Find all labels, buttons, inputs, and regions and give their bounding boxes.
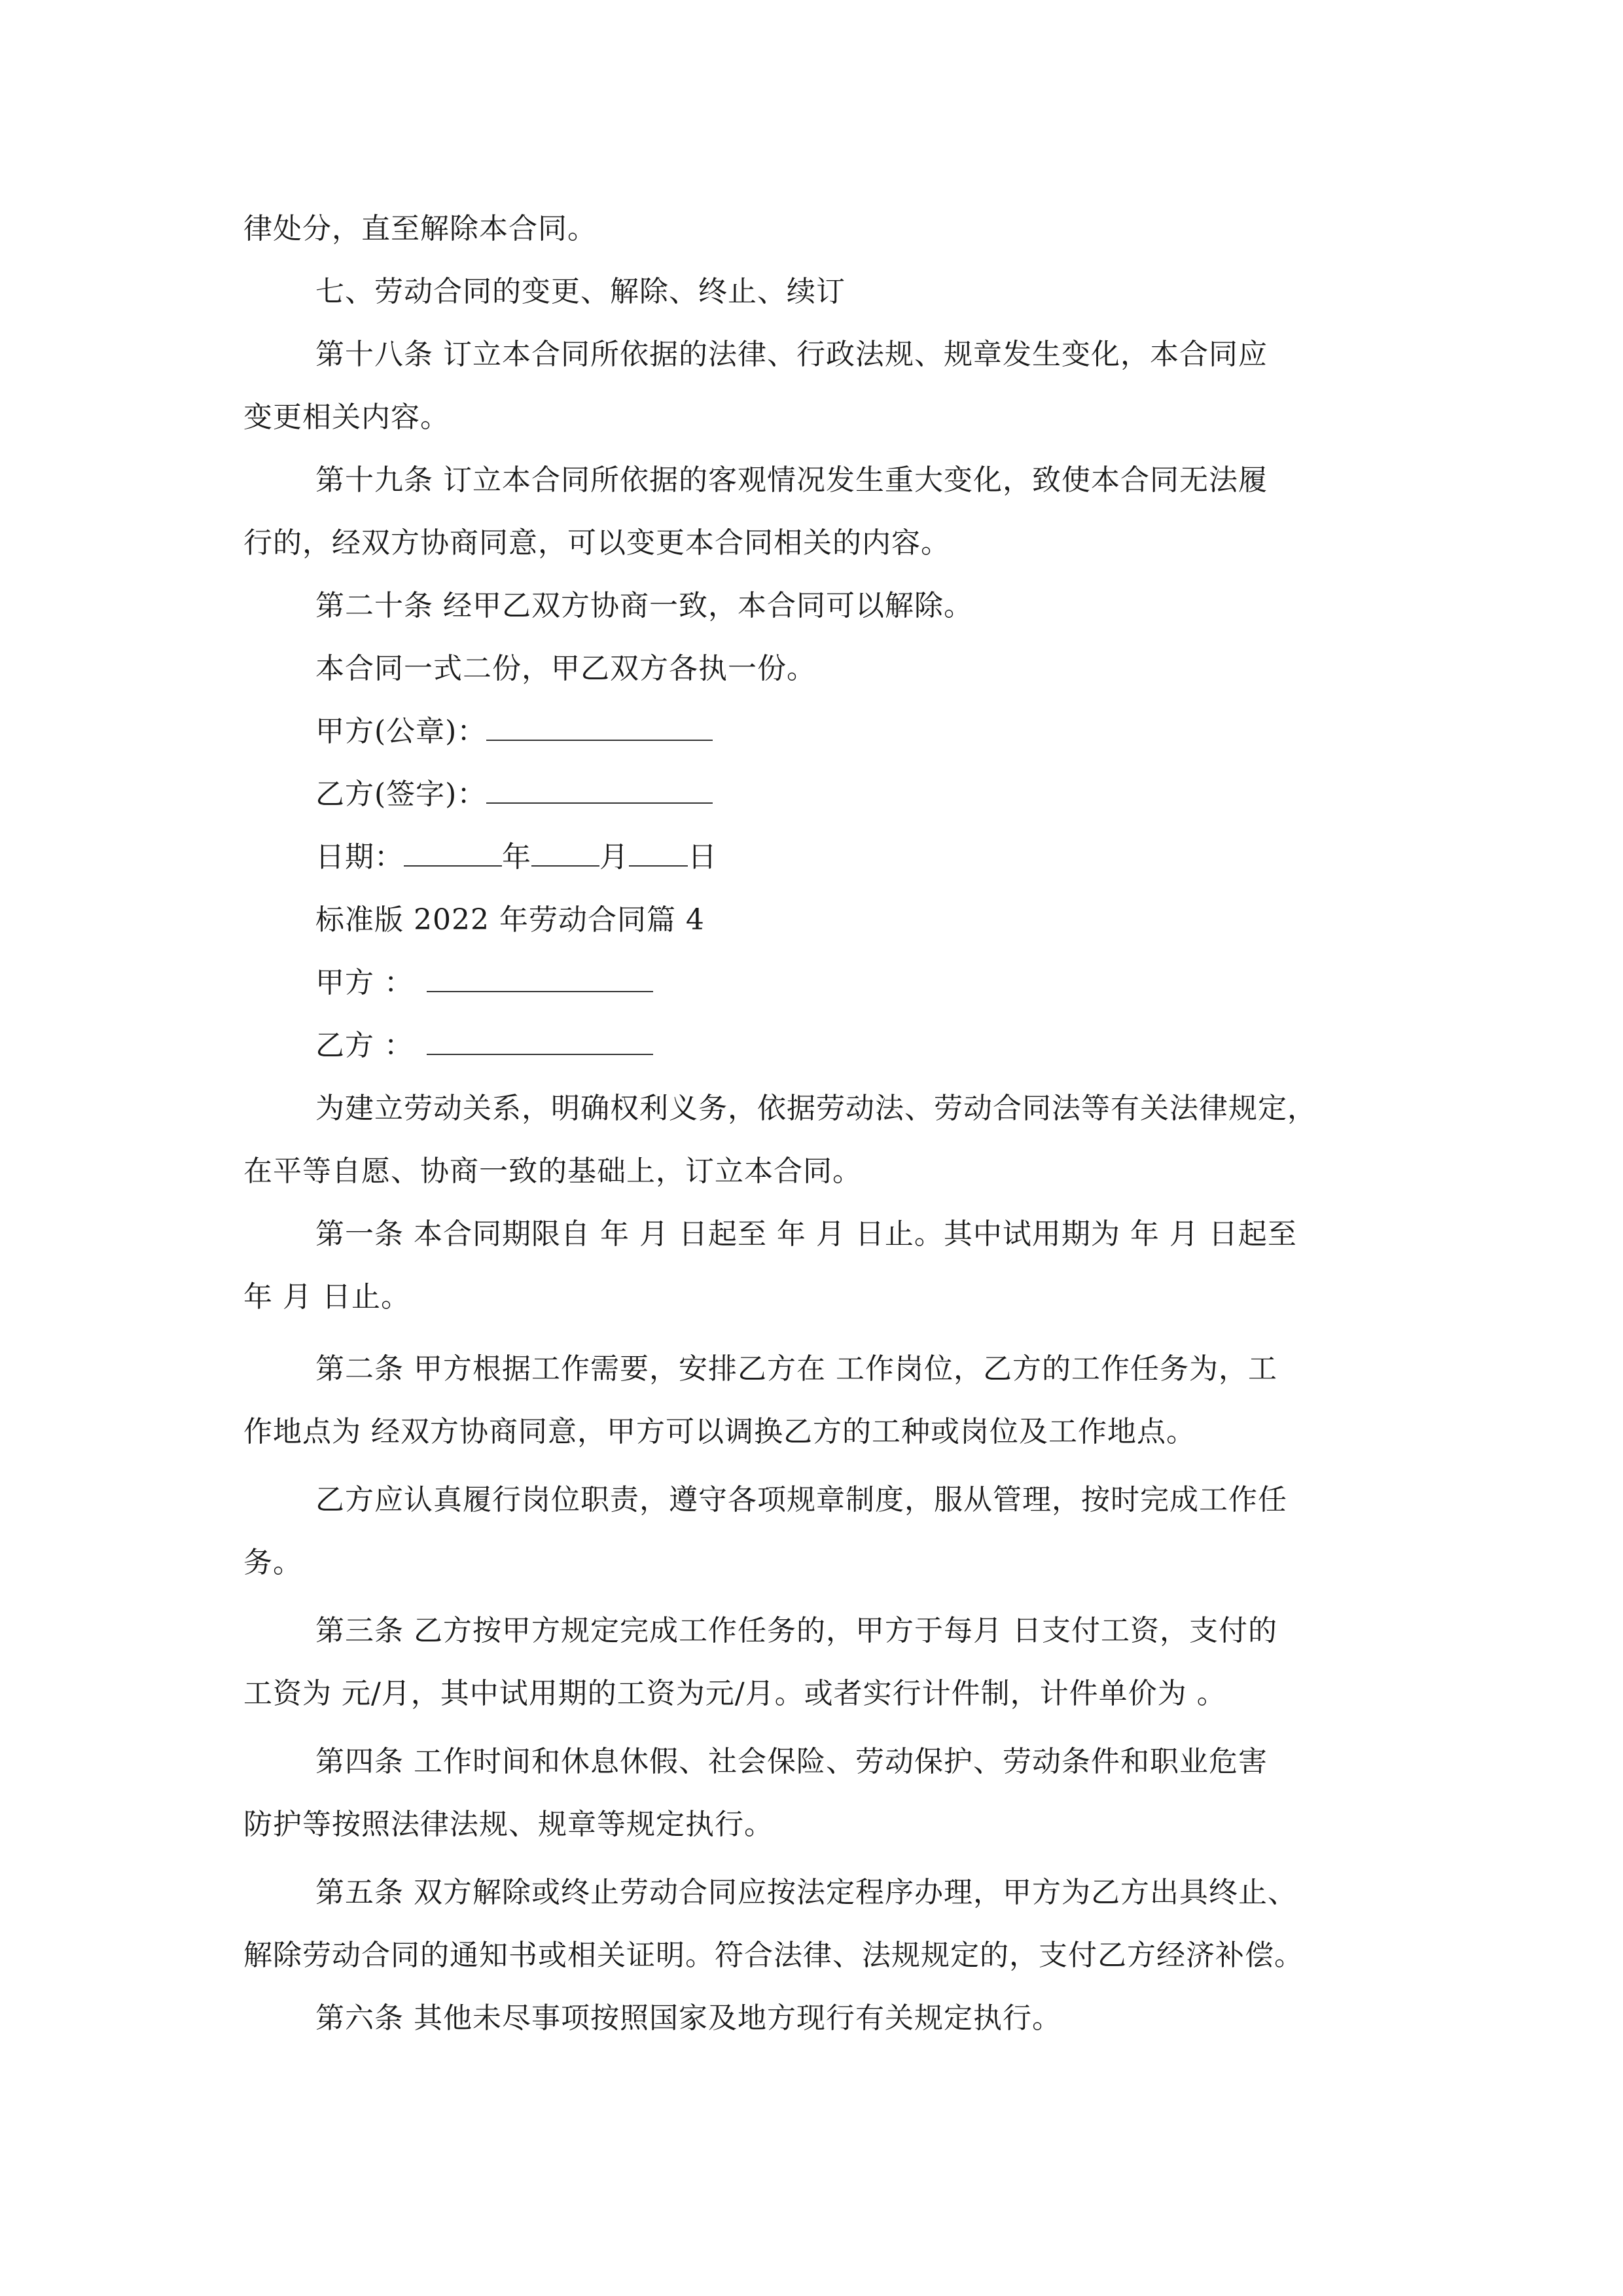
article-20-line: 第二十条 经甲乙双方协商一致，本合同可以解除。 [315,589,973,622]
party-b-sign-label: 乙方(签字)： [315,778,487,811]
article-6-line: 第六条 其他未尽事项按照国家及地方现行有关规定执行。 [315,2001,1061,2035]
section-title: 标准版 2022 年劳动合同篇 4 [315,903,705,937]
paragraph-line: 变更相关内容。 [243,401,450,434]
article-3-line: 第三条 乙方按甲方规定完成工作任务的，甲方于每月 日支付工资，支付的 [315,1614,1277,1647]
month-label: 月 [599,840,629,874]
party-b-sign-blank [486,775,713,804]
party-a-seal-row [315,712,713,751]
day-label: 日 [688,840,717,874]
party-b-blank [427,1026,653,1055]
paragraph-line: 年 月 日止。 [243,1280,410,1314]
paragraph-line: 解除劳动合同的通知书或相关证明。符合法律、法规规定的，支付乙方经济补偿。 [243,1939,1304,1972]
paragraph-line: 行的，经双方协商同意，可以变更本合同相关的内容。 [243,526,950,560]
month-blank [531,838,599,867]
party-a-seal-blank [486,712,713,741]
day-blank [629,838,688,867]
paragraph-line: 工资为 元/月，其中试用期的工资为元/月。或者实行计件制，计件单价为 。 [243,1677,1226,1710]
party-b-sign-row [315,775,713,814]
year-label: 年 [502,840,531,874]
article-2-line: 第二条 甲方根据工作需要，安排乙方在 工作岗位，乙方的工作任务为，工 [315,1352,1277,1386]
party-b-row [315,1026,653,1066]
preamble-line: 为建立劳动关系，明确权利义务，依据劳动法、劳动合同法等有关法律规定， [315,1092,1317,1125]
paragraph-line: 作地点为 经双方协商同意，甲方可以调换乙方的工种或岗位及工作地点。 [243,1415,1196,1448]
article-5-line: 第五条 双方解除或终止劳动合同应按法定程序办理，甲方为乙方出具终止、 [315,1876,1297,1909]
party-a-label: 甲方 ： [315,966,414,999]
paragraph-line: 在平等自愿、协商一致的基础上，订立本合同。 [243,1155,862,1188]
paragraph-line: 务。 [243,1546,302,1579]
article-18-line: 第十八条 订立本合同所依据的法律、行政法规、规章发生变化，本合同应 [315,338,1268,371]
date-label: 日期： [315,840,404,874]
party-a-blank [427,963,653,992]
article-19-line: 第十九条 订立本合同所依据的客观情况发生重大变化，致使本合同无法履 [315,463,1268,497]
duties-line: 乙方应认真履行岗位职责，遵守各项规章制度，服从管理，按时完成工作任 [315,1483,1287,1516]
paragraph-line: 律处分，直至解除本合同。 [243,212,597,245]
article-1-line: 第一条 本合同期限自 年 月 日起至 年 月 日止。其中试用期为 年 月 日起至 [315,1217,1297,1251]
paragraph-line: 防护等按照法律法规、规章等规定执行。 [243,1808,774,1841]
party-b-label: 乙方 ： [315,1029,414,1062]
article-4-line: 第四条 工作时间和休息休假、社会保险、劳动保护、劳动条件和职业危害 [315,1745,1268,1778]
party-a-seal-label: 甲方(公章)： [315,715,487,748]
date-row [315,838,717,877]
copies-line: 本合同一式二份，甲乙双方各执一份。 [315,652,816,685]
year-blank [404,838,502,867]
section-heading: 七、劳动合同的变更、解除、终止、续订 [315,275,846,308]
party-a-row [315,963,653,1003]
